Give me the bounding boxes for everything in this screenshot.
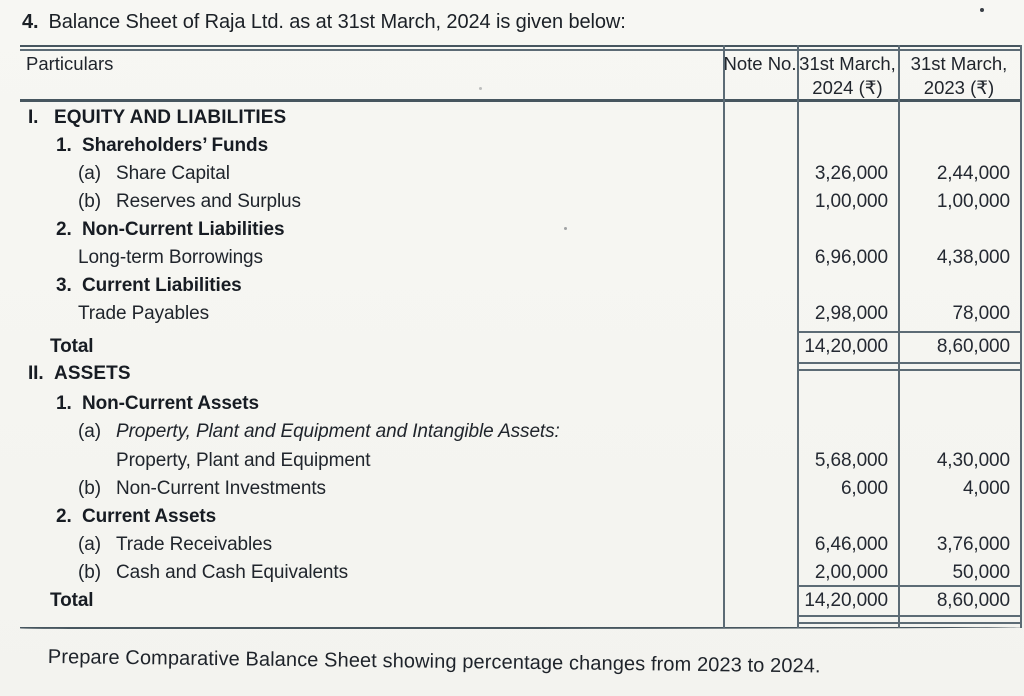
row-label: Long-term Borrowings [78,247,263,268]
table-row [20,160,1022,188]
row-marker: (b) [78,562,101,583]
row-label: Shareholders’ Funds [82,135,269,156]
row-label: Current Liabilities [82,275,242,296]
table-row [20,216,1022,244]
row-marker: II. [28,363,44,384]
particulars-cell [20,333,720,361]
row-marker: 1. [56,135,72,156]
value-2023: 50,000 [952,562,1010,583]
column-header-2024-line1: 31st March, [799,53,896,74]
row-label: Property, Plant and Equipment [116,450,371,471]
question-number: 4. [22,11,39,33]
particulars-cell [20,216,720,244]
scan-speck [564,227,567,230]
particulars-cell [20,418,720,446]
row-marker: 1. [56,393,72,414]
row-label: Current Assets [82,506,217,527]
value-2024: 2,98,000 [814,303,888,324]
row-label: Trade Payables [78,303,209,324]
table-row [20,333,1022,361]
particulars-cell [20,503,720,531]
value-2023: 1,00,000 [936,191,1010,212]
particulars-cell [20,447,720,475]
row-label: Non-Current Assets [82,393,259,414]
row-marker: 3. [56,275,72,296]
particulars-cell [20,531,720,559]
particulars-cell [20,132,720,160]
row-marker: (a) [78,421,101,442]
balance-sheet-table [20,45,1022,629]
table-row [20,447,1022,475]
value-2024: 1,00,000 [814,191,888,212]
particulars-cell [20,160,720,188]
row-label: Non-Current Investments [116,478,326,499]
scan-speck [479,87,482,90]
particulars-cell [20,559,720,587]
row-label: Share Capital [116,163,230,184]
row-marker: (a) [78,534,101,555]
table-row [20,503,1022,531]
value-2024: 5,68,000 [814,450,888,471]
row-label: Total [50,336,94,357]
particulars-cell [20,104,720,132]
value-2023: 8,60,000 [936,590,1010,611]
table-row [20,418,1022,446]
column-header-note-no: Note No. [723,53,797,74]
particulars-cell [20,244,720,272]
particulars-cell [20,587,720,615]
value-2023: 4,000 [962,478,1010,499]
table-row [20,300,1022,328]
value-2024: 6,000 [840,478,888,499]
particulars-cell [20,360,720,388]
row-marker: I. [28,107,39,128]
table-row [20,559,1022,587]
table-row [20,244,1022,272]
table-row [20,188,1022,216]
value-2024: 2,00,000 [814,562,888,583]
table-row [20,587,1022,615]
column-header-2023-line2: 2023 (₹) [923,77,995,98]
row-label: EQUITY AND LIABILITIES [54,107,287,128]
value-2023: 2,44,000 [936,163,1010,184]
table-row [20,132,1022,160]
table-body [20,45,1022,629]
row-label: Cash and Cash Equivalents [116,562,348,583]
row-marker: (b) [78,191,101,212]
row-label: Property, Plant and Equipment and Intangible Assets: [116,421,560,442]
particulars-cell [20,475,720,503]
instruction-text: Prepare Comparative Balance Sheet showing percentage changes from 2023 to 2024. [47,646,821,678]
table-row [20,390,1022,418]
question-title-text: Balance Sheet of Raja Ltd. as at 31st March, 2024 is given below: [48,11,626,33]
value-2023: 3,76,000 [936,534,1010,555]
row-marker: (b) [78,478,101,499]
row-marker: 2. [56,219,72,240]
row-marker: (a) [78,163,101,184]
table-row [20,272,1022,300]
row-label: Trade Receivables [116,534,273,555]
particulars-cell [20,390,720,418]
row-label: ASSETS [54,363,131,384]
column-header-2023-line1: 31st March, [910,53,1008,74]
table-row [20,104,1022,132]
table-row [20,531,1022,559]
particulars-cell [20,300,720,328]
value-2024: 3,26,000 [814,163,888,184]
value-2024: 14,20,000 [804,336,888,357]
value-2023: 4,30,000 [936,450,1010,471]
question-title [22,11,626,34]
column-header-particulars: Particulars [26,53,114,74]
scan-speck [980,8,984,12]
particulars-cell [20,272,720,300]
row-label: Non-Current Liabilities [82,219,285,240]
value-2024: 14,20,000 [804,590,888,611]
value-2024: 6,46,000 [814,534,888,555]
row-label: Reserves and Surplus [116,191,301,212]
table-row [20,475,1022,503]
particulars-cell [20,188,720,216]
value-2023: 4,38,000 [936,247,1010,268]
column-header-2024-line2: 2024 (₹) [812,77,883,98]
value-2024: 6,96,000 [814,247,888,268]
table-row [20,360,1022,388]
value-2023: 78,000 [952,303,1010,324]
row-label: Total [50,590,94,611]
value-2023: 8,60,000 [936,336,1010,357]
row-marker: 2. [56,506,72,527]
